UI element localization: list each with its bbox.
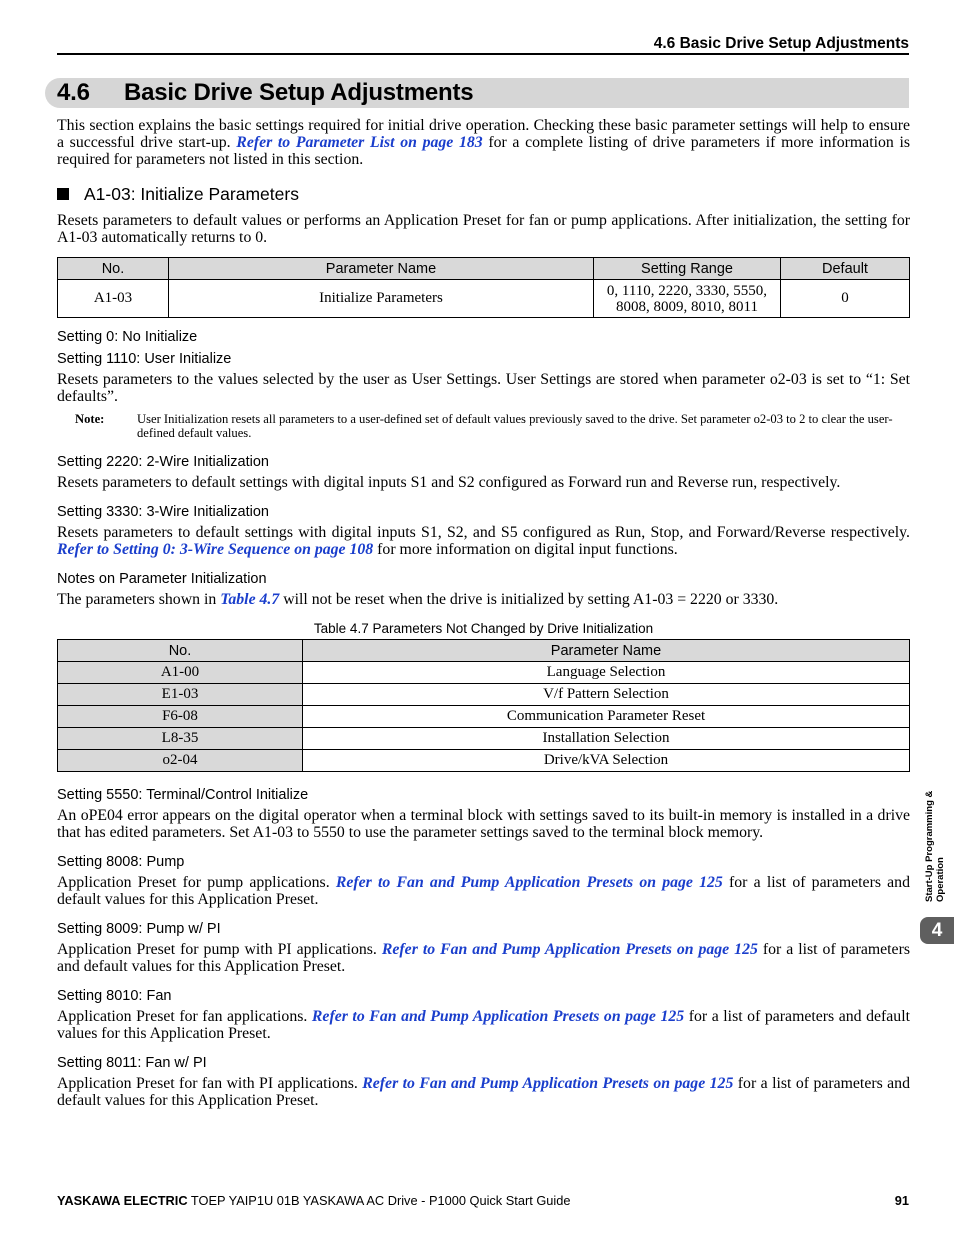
setting-8011-heading: Setting 8011: Fan w/ PI — [57, 1055, 207, 1071]
setting-5550-heading: Setting 5550: Terminal/Control Initialize — [57, 787, 309, 803]
cell-no: F6-08 — [58, 706, 303, 728]
section-number: 4.6 — [57, 79, 90, 106]
setting-2220-heading: Setting 2220: 2-Wire Initialization — [57, 454, 269, 470]
link-parameter-list[interactable]: Refer to Parameter List on page 183 — [236, 134, 483, 151]
col-default: Default — [781, 258, 910, 280]
setting-3330-text-2: for more information on digital input functions. — [373, 541, 678, 558]
col-no: No. — [58, 258, 169, 280]
table-row — [58, 706, 910, 728]
chapter-tab: 4 — [920, 917, 954, 944]
cell-name: Installation Selection — [303, 728, 910, 750]
setting-8008-text — [57, 874, 910, 908]
running-header: 4.6 Basic Drive Setup Adjustments — [653, 35, 909, 52]
range-line-2: 8008, 8009, 8010, 8011 — [616, 298, 758, 315]
cell-name: Communication Parameter Reset — [303, 706, 910, 728]
notes-text-1: The parameters shown in — [57, 591, 221, 608]
setting-8011-text-2: for a list of parameters and default values for this Application Preset. — [57, 1075, 910, 1109]
setting-8009-text-1: Application Preset for pump with PI applications. — [57, 941, 382, 958]
col-parameter-name: Parameter Name — [169, 258, 594, 280]
setting-8010-text — [57, 1008, 910, 1042]
setting-8010-text-1: Application Preset for fan applications. — [57, 1008, 312, 1025]
link-presets-8009[interactable]: Refer to Fan and Pump Application Presets on page 125 — [381, 941, 758, 958]
setting-8008-heading: Setting 8008: Pump — [57, 854, 185, 870]
cell-name: Initialize Parameters — [169, 280, 594, 318]
col-setting-range: Setting Range — [594, 258, 781, 280]
parameters-not-changed-table — [57, 639, 910, 772]
setting-5550-text: An oPE04 error appears on the digital operator when a terminal block with settings saved to its built-in memory is installed in a drive that has edited parameters. Set A1-03 to 5550 to use the parameter settings saved to the terminal block memory. — [57, 807, 910, 841]
page-number: 91 — [894, 1193, 909, 1208]
setting-8008-text-1: Application Preset for pump applications. — [57, 874, 336, 891]
note-block — [75, 412, 910, 440]
header-rule — [57, 53, 909, 55]
setting-8010-text-2: for a list of parameters and default values for this Application Preset. — [57, 1008, 910, 1042]
setting-8009-text-2: for a list of parameters and default values for this Application Preset. — [57, 941, 910, 975]
cell-no: E1-03 — [58, 684, 303, 706]
square-bullet-icon — [57, 188, 69, 200]
table-row — [58, 280, 910, 318]
link-presets-8008[interactable]: Refer to Fan and Pump Application Presets on page 125 — [335, 874, 723, 891]
footer-doc — [57, 1193, 571, 1208]
section-title: Basic Drive Setup Adjustments — [124, 79, 474, 106]
setting-3330-heading: Setting 3330: 3-Wire Initialization — [57, 504, 269, 520]
footer-doc-title: TOEP YAIP1U 01B YASKAWA AC Drive - P1000 Quick Start Guide — [187, 1193, 571, 1208]
link-presets-8011[interactable]: Refer to Fan and Pump Application Presets on page 125 — [362, 1075, 734, 1092]
note-label: Note: — [75, 412, 105, 426]
cell-no: A1-03 — [58, 280, 169, 318]
page-title — [57, 79, 473, 107]
footer-brand: YASKAWA ELECTRIC — [57, 1193, 188, 1208]
setting-8009-heading: Setting 8009: Pump w/ PI — [57, 921, 221, 937]
a103-description: Resets parameters to default values or performs an Application Preset for fan or pump applications. After initialization, the setting for A1-03 automatically returns to 0. — [57, 212, 910, 246]
table-row — [58, 684, 910, 706]
link-3-wire-sequence[interactable]: Refer to Setting 0: 3-Wire Sequence on page 108 — [57, 541, 374, 558]
a103-table — [57, 257, 910, 318]
intro-text-1: This section explains the basic settings required for initial drive operation. Checking these basic parameter settings will help to ensure a successful drive start-up. — [57, 117, 910, 151]
setting-3330-text — [57, 524, 910, 558]
setting-8011-text — [57, 1075, 910, 1109]
setting-8009-text — [57, 941, 910, 975]
setting-1110-text: Resets parameters to the values selected by the user as User Settings. User Settings are stored when parameter o2-03 is set to “1: Set defaults”. — [57, 371, 910, 405]
setting-8011-text-1: Application Preset for fan with PI applications. — [57, 1075, 363, 1092]
intro-text-2: for a complete listing of drive parameters if more information is required for parameters not listed in this section. — [57, 134, 910, 168]
intro-paragraph — [57, 117, 910, 168]
note-text: User Initialization resets all parameters to a user-defined set of default values previously saved to the drive. Set parameter o2-03 to 2 to clear the user-defined default values. — [137, 412, 893, 440]
table-row — [58, 662, 910, 684]
cell-no: A1-00 — [58, 662, 303, 684]
setting-8008-text-2: for a list of parameters and default values for this Application Preset. — [57, 874, 910, 908]
cell-default: 0 — [781, 280, 910, 318]
setting-1110-heading: Setting 1110: User Initialize — [57, 351, 232, 367]
setting-8010-heading: Setting 8010: Fan — [57, 988, 172, 1004]
table-row — [58, 728, 910, 750]
cell-no: o2-04 — [58, 750, 303, 772]
setting-2220-text: Resets parameters to default settings with digital inputs S1 and S2 configured as Forward run and Reverse run, respectively. — [57, 474, 841, 491]
cell-range — [594, 280, 781, 318]
range-line-1: 0, 1110, 2220, 3330, 5550, — [606, 282, 768, 299]
table-row — [58, 750, 910, 772]
notes-heading: Notes on Parameter Initialization — [57, 571, 267, 587]
cell-name: V/f Pattern Selection — [303, 684, 910, 706]
setting-0-heading: Setting 0: No Initialize — [57, 329, 198, 345]
a103-heading — [57, 184, 299, 205]
cell-no: L8-35 — [58, 728, 303, 750]
table-caption: Table 4.7 Parameters Not Changed by Drive Initialization — [313, 621, 654, 636]
chapter-side-label-text: Start-Up Programming & Operation — [924, 790, 946, 902]
setting-3330-text-1: Resets parameters to default settings with digital inputs S1, S2, and S5 configured as Run, Stop, and Forward/Reverse respectively. — [57, 524, 910, 541]
link-presets-8010[interactable]: Refer to Fan and Pump Application Presets on page 125 — [311, 1008, 685, 1025]
link-table-4-7[interactable]: Table 4.7 — [220, 591, 280, 608]
chapter-side-label — [924, 772, 944, 902]
col-parameter-name: Parameter Name — [303, 640, 910, 662]
cell-name: Language Selection — [303, 662, 910, 684]
cell-name: Drive/kVA Selection — [303, 750, 910, 772]
notes-text — [57, 591, 910, 608]
a103-heading-text: A1-03: Initialize Parameters — [84, 184, 299, 204]
notes-text-2: will not be reset when the drive is initialized by setting A1-03 = 2220 or 3330. — [279, 591, 779, 608]
col-no: No. — [58, 640, 303, 662]
